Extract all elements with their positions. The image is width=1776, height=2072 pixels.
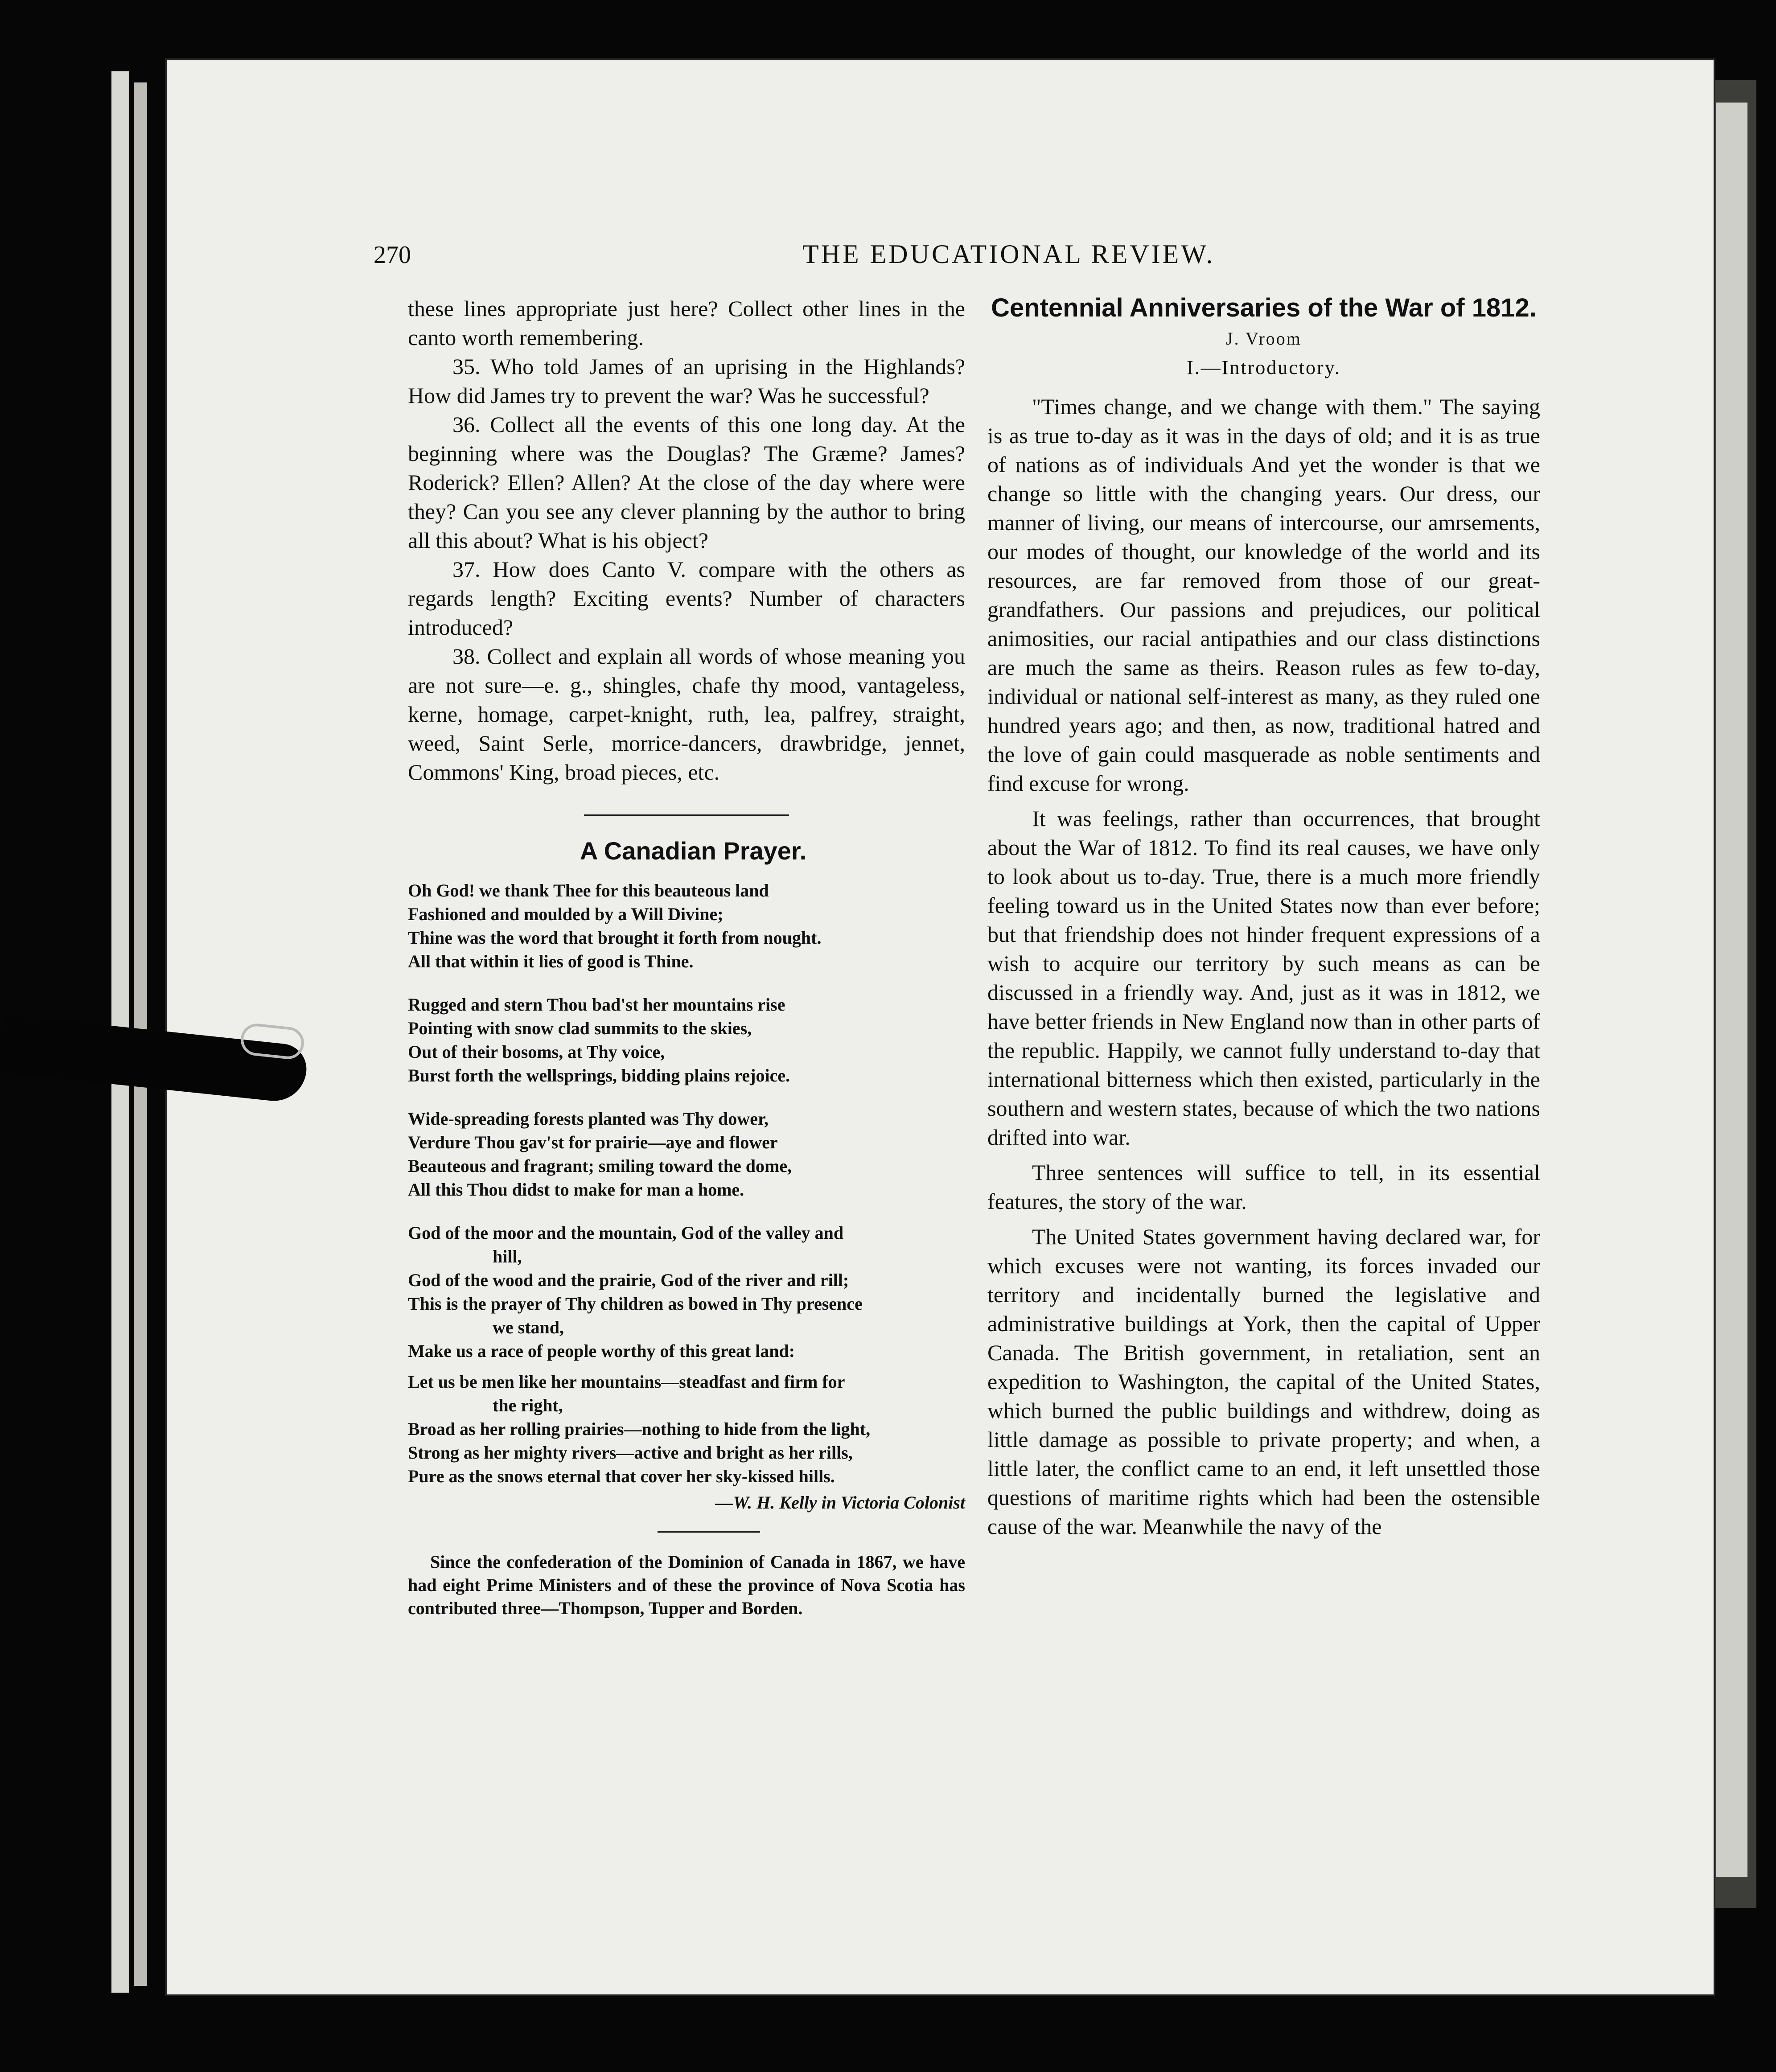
poem-line: Pointing with snow clad summits to the skies, <box>408 1018 752 1038</box>
section-heading: I.—Introductory. <box>1187 357 1341 378</box>
poem-stanza <box>408 1107 965 1201</box>
poem-line: All that within it lies of good is Thine. <box>408 951 694 971</box>
poem-line: All this Thou didst to make for man a home. <box>408 1180 744 1200</box>
paragraph: It was feelings, rather than occurrences, that brought about the War of 1812. To find its real causes, we have only to look about us to-day. True, there is a much more friendly feeling toward us in the United States now than ever before; but that friendship does not hinder frequent expressions of a wish to acquire our territory by such means as can be discussed in a friendly way. And, just as it was in 1812, we have better friends in New England now than in other parts of the republic. Happily, we cannot fully understand to-day that international bitterness which then existed, particularly in the southern and western states, because of which the two nations drifted into war. <box>987 806 1540 1150</box>
page-number: 270 <box>374 241 411 269</box>
poem-line: This is the prayer of Thy children as bowed in Thy presence <box>408 1294 863 1314</box>
poem-stanza <box>408 879 965 973</box>
poem-attribution: —W. H. Kelly in Victoria Colonist <box>715 1492 965 1513</box>
paragraph: 38. Collect and explain all words of whose meaning you are not sure—e. g., shingles, chafe thy mood, vantageless, kerne, homage, carpet-knight, ruth, lea, palfrey, straight, weed, Saint Serle, morrice-dancers, drawbridge, jennet, Commons' King, broad pieces, etc. <box>408 644 965 785</box>
poem-line: Beauteous and fragrant; smiling toward the dome, <box>408 1156 792 1176</box>
paragraph: Three sentences will suffice to tell, in its essential features, the story of the war. <box>987 1160 1540 1214</box>
paragraph: these lines appropriate just here? Collect other lines in the canto worth remembering. <box>408 296 965 350</box>
article-byline: J. Vroom <box>1226 329 1302 349</box>
poem-line: hill, <box>493 1246 522 1266</box>
poem-line: we stand, <box>493 1317 564 1337</box>
poem-stanza <box>408 1370 965 1488</box>
book-edge-right-inner <box>1716 103 1747 1877</box>
poem-line: Fashioned and moulded by a Will Divine; <box>408 904 724 924</box>
paragraph: "Times change, and we change with them." The saying is as true to-day as it was in the days of old; and it is as true of nations as of individuals And yet the wonder is that we change so little with the changing years. Our dress, our manner of living, our means of intercourse, our amrsements, our modes of thought, our knowledge of the world and its resources, are far removed from those of our great-grandfathers. Our passions and prejudices, our political animosities, our racial antipathies and our class distinctions are much the same as theirs. Reason rules as few to-day, individual or national self-interest as many, as they ruled one hundred years ago; and then, as now, traditional hatred and the love of gain could masquerade as noble sentiments and find excuse for wrong. <box>987 394 1540 796</box>
poem-line: Make us a race of people worthy of this great land: <box>408 1341 795 1361</box>
note-text: Since the confederation of the Dominion of Canada in 1867, we have had eight Prime Ministers and of these the province of Nova Scotia has contributed three—Thompson, Tupper and Borden. <box>408 1552 965 1618</box>
poem-line: God of the wood and the prairie, God of the river and rill; <box>408 1270 849 1290</box>
paragraph: 36. Collect all the events of this one long day. At the beginning where was the Douglas? The Græme? James? Roderick? Ellen? Allen? At the close of the day where were they? Can you see any clever planning by the author to bring all this about? What is his object? <box>408 412 965 553</box>
poem-line: Rugged and stern Thou bad'st her mountains rise <box>408 995 785 1015</box>
right-column <box>987 294 1540 1541</box>
poem-line: God of the moor and the mountain, God of the valley and <box>408 1223 844 1243</box>
poem-title: A Canadian Prayer. <box>580 837 807 865</box>
poem <box>408 879 965 1514</box>
note <box>408 1550 965 1620</box>
poem-line: Pure as the snows eternal that cover her sky-kissed hills. <box>408 1466 835 1486</box>
poem-line: Strong as her mighty rivers—active and bright as her rills, <box>408 1443 853 1463</box>
divider <box>658 1531 760 1533</box>
questions-text <box>408 294 965 787</box>
poem-stanza <box>408 993 965 1087</box>
paragraph: 37. How does Canto V. compare with the others as regards length? Exciting events? Number of characters introduced? <box>408 557 965 640</box>
poem-line: the right, <box>493 1395 563 1415</box>
poem-line: Thine was the word that brought it forth from nought. <box>408 928 822 948</box>
paragraph: The United States government having declared war, for which excuses were not wanting, its forces invaded our territory and incidentally burned the legislative and administrative buildings at York, then the capital of Upper Canada. The British government, in retaliation, sent an expedition to Washington, the capital of the United States, which burned the public buildings and withdrew, doing as little damage as possible to private property; and when, a little later, the conflict came to an end, it left unsettled those questions of maritime rights which had been the ostensible cause of the war. Meanwhile the navy of the <box>987 1224 1540 1539</box>
article-title: Centennial Anniversaries of the War of 1812. <box>991 293 1537 322</box>
poem-line: Broad as her rolling prairies—nothing to hide from the light, <box>408 1419 871 1439</box>
paragraph: 35. Who told James of an uprising in the Highlands? How did James try to prevent the war? Was he successful? <box>408 354 965 408</box>
left-column <box>408 294 965 1620</box>
poem-line: Let us be men like her mountains—steadfast and firm for <box>408 1372 845 1392</box>
page-clip <box>0 996 308 1094</box>
poem-line: Out of their bosoms, at Thy voice, <box>408 1042 665 1062</box>
poem-stanza <box>408 1221 965 1363</box>
poem-line: Burst forth the wellsprings, bidding plains rejoice. <box>408 1065 790 1085</box>
divider <box>584 814 789 816</box>
journal-title: THE EDUCATIONAL REVIEW. <box>802 239 1215 269</box>
article-body <box>987 392 1540 1541</box>
poem-line: Oh God! we thank Thee for this beauteous land <box>408 880 769 900</box>
poem-line: Wide-spreading forests planted was Thy dower, <box>408 1109 769 1129</box>
poem-line: Verdure Thou gav'st for prairie—aye and flower <box>408 1132 778 1152</box>
